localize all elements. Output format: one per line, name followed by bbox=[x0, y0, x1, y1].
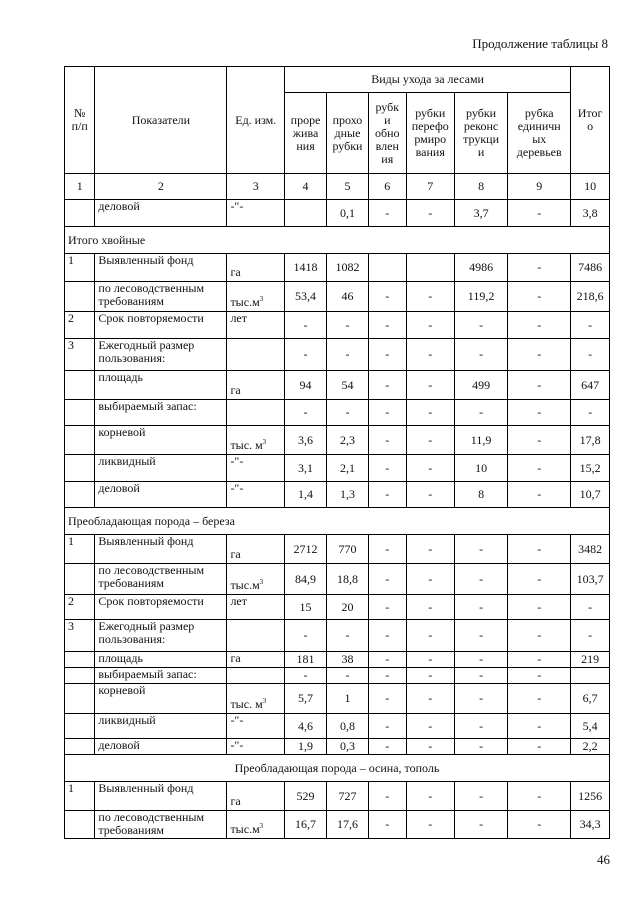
section-title: Преобладающая порода – береза bbox=[65, 508, 610, 535]
value-cell: - bbox=[406, 426, 454, 455]
table-row bbox=[65, 652, 610, 668]
table-row bbox=[65, 620, 610, 652]
forest-care-table bbox=[64, 66, 610, 839]
table-row bbox=[65, 339, 610, 371]
section-title: Итого хвойные bbox=[65, 227, 610, 254]
value-cell: 3482 bbox=[571, 535, 610, 564]
value-cell: 84,9 bbox=[285, 564, 327, 595]
value-cell: 2,2 bbox=[571, 739, 610, 755]
value-cell: - bbox=[508, 739, 571, 755]
value-cell: - bbox=[508, 668, 571, 684]
value-cell: - bbox=[508, 811, 571, 839]
value-cell: - bbox=[368, 426, 406, 455]
unit-cell: тыс. $м^3$ bbox=[227, 426, 285, 455]
value-cell: 0,1 bbox=[327, 200, 369, 227]
value-cell: 1256 bbox=[571, 782, 610, 811]
indicator-label: Выявленный фонд bbox=[95, 782, 227, 811]
value-cell: 8 bbox=[454, 482, 507, 508]
value-cell: 16,7 bbox=[285, 811, 327, 839]
value-cell: - bbox=[508, 684, 571, 714]
value-cell: 1082 bbox=[327, 254, 369, 282]
value-cell: 15,2 bbox=[571, 455, 610, 482]
value-cell: - bbox=[406, 455, 454, 482]
value-cell: 219 bbox=[571, 652, 610, 668]
indicator-label: Срок повторяемости bbox=[95, 595, 227, 620]
table-row bbox=[65, 312, 610, 339]
value-cell: - bbox=[571, 595, 610, 620]
header-index-cell: 6 bbox=[368, 174, 406, 200]
unit-cell: -"- bbox=[227, 482, 285, 508]
unit-cell: -"- bbox=[227, 739, 285, 755]
value-cell: 17,6 bbox=[327, 811, 369, 839]
value-cell: 1,4 bbox=[285, 482, 327, 508]
value-cell: - bbox=[454, 312, 507, 339]
row-number: 1 bbox=[65, 535, 95, 564]
value-cell: - bbox=[454, 684, 507, 714]
table-row bbox=[65, 668, 610, 684]
value-cell: 2,1 bbox=[327, 455, 369, 482]
value-cell: - bbox=[368, 620, 406, 652]
value-cell: - bbox=[571, 312, 610, 339]
value-cell: - bbox=[368, 455, 406, 482]
value-cell bbox=[406, 254, 454, 282]
unit-cell bbox=[227, 620, 285, 652]
value-cell: - bbox=[508, 200, 571, 227]
section-row bbox=[65, 508, 610, 535]
table-row bbox=[65, 254, 610, 282]
value-cell: 1418 bbox=[285, 254, 327, 282]
value-cell: 103,7 bbox=[571, 564, 610, 595]
indicator-label: Ежегодный размер пользования: bbox=[95, 339, 227, 371]
value-cell: - bbox=[406, 620, 454, 652]
unit-cell: $тыс.м^3$ bbox=[227, 811, 285, 839]
indicator-label: ликвидный bbox=[95, 714, 227, 739]
row-number bbox=[65, 564, 95, 595]
row-number bbox=[65, 811, 95, 839]
value-cell: - bbox=[571, 339, 610, 371]
row-number: 1 bbox=[65, 782, 95, 811]
value-cell: 1,9 bbox=[285, 739, 327, 755]
table-row bbox=[65, 714, 610, 739]
value-cell: - bbox=[368, 482, 406, 508]
value-cell: 34,3 bbox=[571, 811, 610, 839]
value-cell: - bbox=[368, 684, 406, 714]
indicator-label: Выявленный фонд bbox=[95, 254, 227, 282]
value-cell: 2,3 bbox=[327, 426, 369, 455]
row-number bbox=[65, 684, 95, 714]
row-number bbox=[65, 455, 95, 482]
header-num: № п/п bbox=[65, 67, 95, 174]
value-cell: - bbox=[454, 400, 507, 426]
value-cell: 181 bbox=[285, 652, 327, 668]
table-body bbox=[65, 200, 610, 839]
indicator-label: Срок повторяемости bbox=[95, 312, 227, 339]
value-cell: - bbox=[368, 811, 406, 839]
value-cell: - bbox=[406, 595, 454, 620]
value-cell: - bbox=[508, 620, 571, 652]
unit-cell: га bbox=[227, 652, 285, 668]
value-cell: 647 bbox=[571, 371, 610, 400]
row-number bbox=[65, 371, 95, 400]
value-cell: - bbox=[327, 668, 369, 684]
table-row bbox=[65, 595, 610, 620]
indicator-label: корневой bbox=[95, 684, 227, 714]
value-cell: 3,7 bbox=[454, 200, 507, 227]
indicator-label: Выявленный фонд bbox=[95, 535, 227, 564]
header-index-cell: 3 bbox=[227, 174, 285, 200]
value-cell: - bbox=[454, 339, 507, 371]
header-index-cell: 4 bbox=[285, 174, 327, 200]
value-cell: - bbox=[571, 620, 610, 652]
indicator-label: выбираемый запас: bbox=[95, 400, 227, 426]
header-index-cell: 2 bbox=[95, 174, 227, 200]
value-cell: 4986 bbox=[454, 254, 507, 282]
table-row bbox=[65, 282, 610, 312]
indicator-label: деловой bbox=[95, 200, 227, 227]
header-index-row bbox=[65, 174, 610, 200]
table-row bbox=[65, 426, 610, 455]
header-col-total: Итог о bbox=[571, 67, 610, 174]
value-cell: - bbox=[285, 400, 327, 426]
table-caption: Продолжение таблицы 8 bbox=[472, 36, 608, 51]
row-number bbox=[65, 200, 95, 227]
value-cell: - bbox=[406, 282, 454, 312]
value-cell: - bbox=[508, 714, 571, 739]
header-row-1 bbox=[65, 67, 610, 93]
section-title: Преобладающая порода – осина, тополь bbox=[65, 755, 610, 782]
value-cell: - bbox=[508, 371, 571, 400]
value-cell: - bbox=[454, 714, 507, 739]
header-index-cell: 1 bbox=[65, 174, 95, 200]
value-cell: 5,4 bbox=[571, 714, 610, 739]
table-row bbox=[65, 482, 610, 508]
value-cell: - bbox=[368, 564, 406, 595]
header-care-types: Виды ухода за лесами bbox=[285, 67, 571, 93]
value-cell: 53,4 bbox=[285, 282, 327, 312]
value-cell: - bbox=[406, 200, 454, 227]
value-cell: - bbox=[454, 535, 507, 564]
value-cell: 11,9 bbox=[454, 426, 507, 455]
value-cell: - bbox=[454, 620, 507, 652]
value-cell: - bbox=[406, 652, 454, 668]
value-cell: - bbox=[406, 312, 454, 339]
value-cell bbox=[285, 200, 327, 227]
row-number bbox=[65, 400, 95, 426]
value-cell: - bbox=[327, 312, 369, 339]
row-number: 3 bbox=[65, 620, 95, 652]
value-cell: - bbox=[285, 312, 327, 339]
header-col-single-tree-cutting: рубка единичн ых деревьев bbox=[508, 93, 571, 174]
header-index-cell: 5 bbox=[327, 174, 369, 200]
value-cell: - bbox=[368, 739, 406, 755]
value-cell: - bbox=[508, 482, 571, 508]
header-index-cell: 8 bbox=[454, 174, 507, 200]
value-cell: 529 bbox=[285, 782, 327, 811]
value-cell: - bbox=[454, 595, 507, 620]
value-cell: - bbox=[285, 339, 327, 371]
indicator-label: по лесоводственным требованиям bbox=[95, 811, 227, 839]
value-cell: - bbox=[368, 714, 406, 739]
value-cell: - bbox=[285, 668, 327, 684]
row-number: 3 bbox=[65, 339, 95, 371]
table-row bbox=[65, 371, 610, 400]
value-cell: 18,8 bbox=[327, 564, 369, 595]
row-number bbox=[65, 426, 95, 455]
value-cell: 2712 bbox=[285, 535, 327, 564]
table-row bbox=[65, 400, 610, 426]
value-cell: 38 bbox=[327, 652, 369, 668]
row-number bbox=[65, 282, 95, 312]
unit-cell: $тыс.м^3$ bbox=[227, 564, 285, 595]
section-row bbox=[65, 227, 610, 254]
header-col-renewal-cutting: рубк и обно влен ия bbox=[368, 93, 406, 174]
value-cell: 7486 bbox=[571, 254, 610, 282]
value-cell: - bbox=[368, 400, 406, 426]
row-number: 2 bbox=[65, 312, 95, 339]
table-row bbox=[65, 455, 610, 482]
value-cell: 20 bbox=[327, 595, 369, 620]
value-cell: - bbox=[508, 535, 571, 564]
header-col-passage-cutting: прохо дные рубки bbox=[327, 93, 369, 174]
unit-cell: -"- bbox=[227, 455, 285, 482]
value-cell: 3,8 bbox=[571, 200, 610, 227]
value-cell: - bbox=[368, 339, 406, 371]
header-index-cell: 9 bbox=[508, 174, 571, 200]
value-cell: - bbox=[508, 455, 571, 482]
unit-cell: -"- bbox=[227, 200, 285, 227]
value-cell: - bbox=[508, 652, 571, 668]
value-cell: - bbox=[368, 668, 406, 684]
value-cell: 3,1 bbox=[285, 455, 327, 482]
value-cell: - bbox=[508, 312, 571, 339]
value-cell: 15 bbox=[285, 595, 327, 620]
value-cell: - bbox=[454, 652, 507, 668]
header-unit: Ед. изм. bbox=[227, 67, 285, 174]
indicator-label: выбираемый запас: bbox=[95, 668, 227, 684]
page-number: 46 bbox=[597, 852, 610, 867]
value-cell: 0,3 bbox=[327, 739, 369, 755]
value-cell: - bbox=[368, 312, 406, 339]
unit-cell: $тыс.м^3$ bbox=[227, 282, 285, 312]
value-cell: - bbox=[406, 564, 454, 595]
table-row bbox=[65, 535, 610, 564]
table-row bbox=[65, 564, 610, 595]
value-cell: - bbox=[406, 782, 454, 811]
indicator-label: по лесоводственным требованиям bbox=[95, 564, 227, 595]
value-cell: - bbox=[406, 684, 454, 714]
value-cell bbox=[368, 254, 406, 282]
value-cell: - bbox=[454, 782, 507, 811]
value-cell: 6,7 bbox=[571, 684, 610, 714]
value-cell: 3,6 bbox=[285, 426, 327, 455]
value-cell: - bbox=[406, 811, 454, 839]
row-number: 2 bbox=[65, 595, 95, 620]
row-number bbox=[65, 739, 95, 755]
value-cell: - bbox=[508, 400, 571, 426]
unit-cell: лет bbox=[227, 595, 285, 620]
value-cell: 10 bbox=[454, 455, 507, 482]
value-cell: - bbox=[368, 652, 406, 668]
indicator-label: деловой bbox=[95, 482, 227, 508]
value-cell: - bbox=[368, 371, 406, 400]
value-cell: - bbox=[508, 282, 571, 312]
value-cell: - bbox=[368, 282, 406, 312]
value-cell: - bbox=[508, 595, 571, 620]
indicator-label: по лесоводственным требованиям bbox=[95, 282, 227, 312]
table-row bbox=[65, 739, 610, 755]
value-cell: 119,2 bbox=[454, 282, 507, 312]
header-index-cell: 7 bbox=[406, 174, 454, 200]
value-cell: - bbox=[327, 620, 369, 652]
table-row bbox=[65, 811, 610, 839]
value-cell: - bbox=[406, 371, 454, 400]
value-cell: - bbox=[406, 482, 454, 508]
indicator-label: площадь bbox=[95, 652, 227, 668]
value-cell: - bbox=[368, 595, 406, 620]
value-cell: 94 bbox=[285, 371, 327, 400]
value-cell: 4,6 bbox=[285, 714, 327, 739]
row-number bbox=[65, 714, 95, 739]
unit-cell bbox=[227, 339, 285, 371]
value-cell: 10,7 bbox=[571, 482, 610, 508]
indicator-label: площадь bbox=[95, 371, 227, 400]
value-cell: - bbox=[327, 400, 369, 426]
unit-cell: лет bbox=[227, 312, 285, 339]
value-cell: - bbox=[406, 535, 454, 564]
indicator-label: ликвидный bbox=[95, 455, 227, 482]
value-cell: - bbox=[406, 714, 454, 739]
value-cell: - bbox=[454, 811, 507, 839]
value-cell: - bbox=[327, 339, 369, 371]
value-cell: 0,8 bbox=[327, 714, 369, 739]
indicator-label: корневой bbox=[95, 426, 227, 455]
header-col-thinning: проре жива ния bbox=[285, 93, 327, 174]
header-col-reformation-cutting: рубки перефо рмиро вания bbox=[406, 93, 454, 174]
value-cell: - bbox=[368, 782, 406, 811]
table-row bbox=[65, 200, 610, 227]
value-cell: - bbox=[454, 668, 507, 684]
row-number bbox=[65, 652, 95, 668]
value-cell: 17,8 bbox=[571, 426, 610, 455]
unit-cell: га bbox=[227, 535, 285, 564]
value-cell bbox=[571, 668, 610, 684]
value-cell: - bbox=[368, 200, 406, 227]
value-cell: - bbox=[571, 400, 610, 426]
indicator-label: Ежегодный размер пользования: bbox=[95, 620, 227, 652]
table-row bbox=[65, 782, 610, 811]
value-cell: - bbox=[406, 400, 454, 426]
value-cell: 218,6 bbox=[571, 282, 610, 312]
value-cell: - bbox=[508, 339, 571, 371]
table-row bbox=[65, 684, 610, 714]
unit-cell bbox=[227, 668, 285, 684]
value-cell: - bbox=[406, 339, 454, 371]
value-cell: 1 bbox=[327, 684, 369, 714]
value-cell: 770 bbox=[327, 535, 369, 564]
value-cell: 5,7 bbox=[285, 684, 327, 714]
value-cell: - bbox=[368, 535, 406, 564]
value-cell: - bbox=[508, 254, 571, 282]
value-cell: - bbox=[454, 739, 507, 755]
value-cell: 46 bbox=[327, 282, 369, 312]
unit-cell: га bbox=[227, 371, 285, 400]
value-cell: - bbox=[508, 782, 571, 811]
indicator-label: деловой bbox=[95, 739, 227, 755]
value-cell: 727 bbox=[327, 782, 369, 811]
header-index-cell: 10 bbox=[571, 174, 610, 200]
row-number bbox=[65, 482, 95, 508]
value-cell: 54 bbox=[327, 371, 369, 400]
row-number bbox=[65, 668, 95, 684]
row-number: 1 bbox=[65, 254, 95, 282]
unit-cell: -"- bbox=[227, 714, 285, 739]
unit-cell bbox=[227, 400, 285, 426]
header-indicators: Показатели bbox=[95, 67, 227, 174]
value-cell: - bbox=[508, 564, 571, 595]
value-cell: - bbox=[406, 668, 454, 684]
unit-cell: га bbox=[227, 254, 285, 282]
header-col-reconstruction-cutting: рубки реконс трукци и bbox=[454, 93, 507, 174]
section-row bbox=[65, 755, 610, 782]
value-cell: - bbox=[508, 426, 571, 455]
value-cell: - bbox=[285, 620, 327, 652]
value-cell: 499 bbox=[454, 371, 507, 400]
unit-cell: тыс. $м^3$ bbox=[227, 684, 285, 714]
value-cell: 1,3 bbox=[327, 482, 369, 508]
unit-cell: га bbox=[227, 782, 285, 811]
value-cell: - bbox=[406, 739, 454, 755]
value-cell: - bbox=[454, 564, 507, 595]
